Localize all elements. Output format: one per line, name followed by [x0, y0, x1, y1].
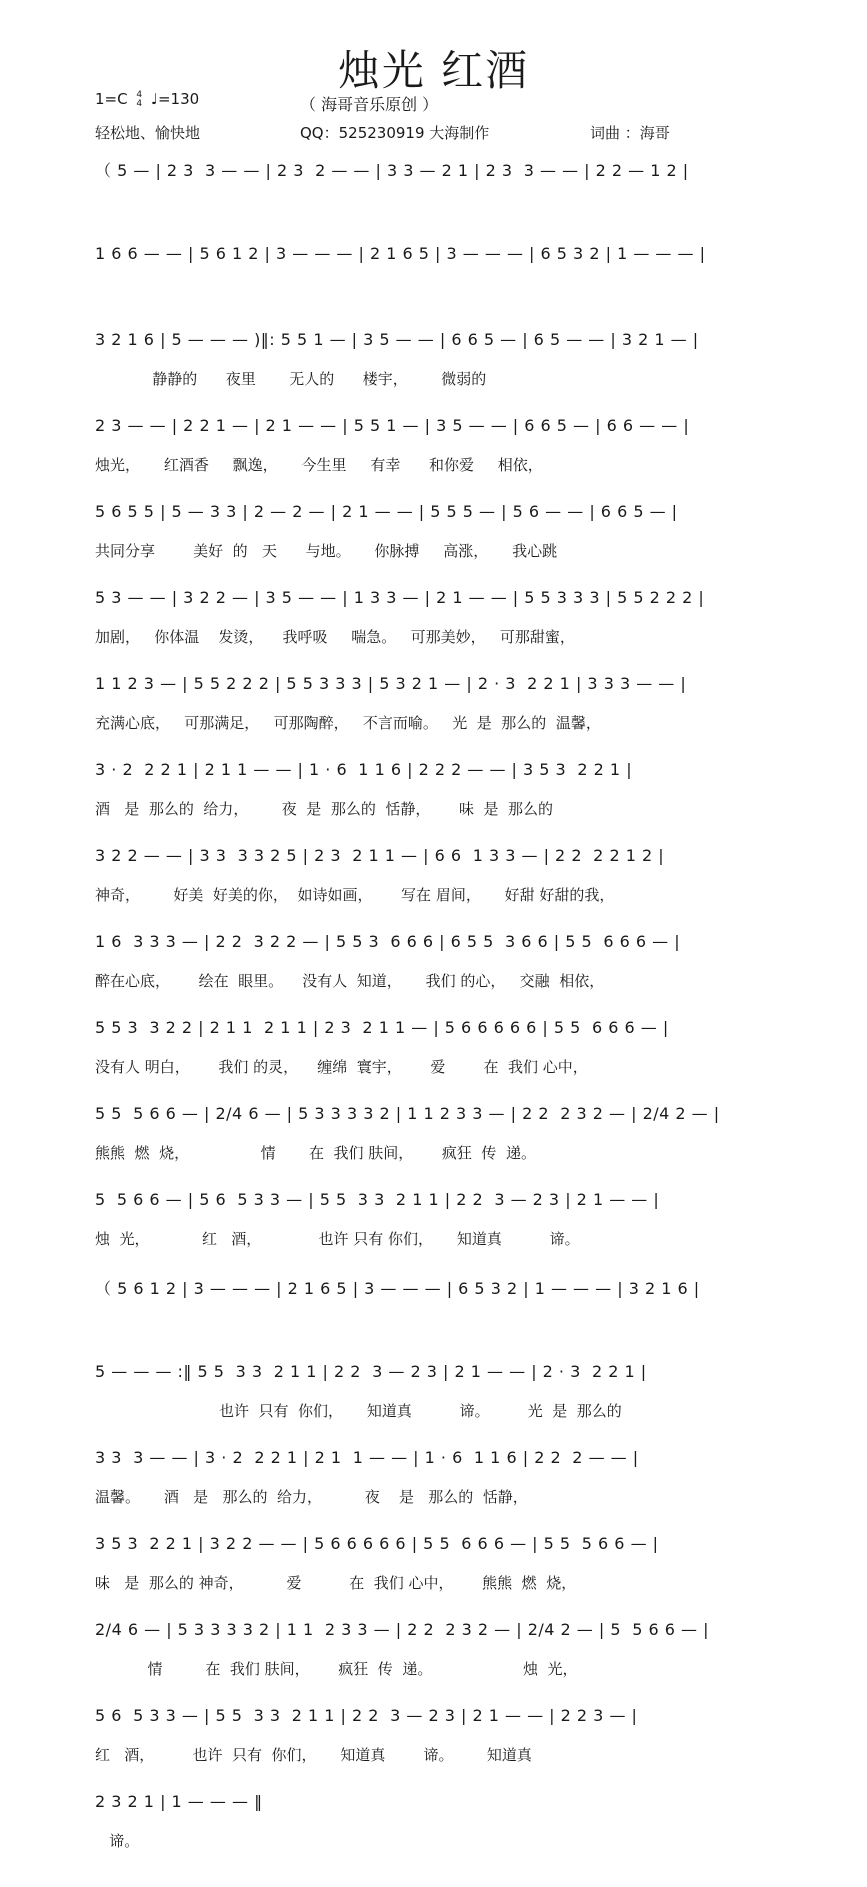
- time-sig-top: 4: [136, 89, 143, 100]
- lyric-line: 醉在心底， 绘在 眼里。 没有人 知道， 我们 的心， 交融 相依，: [95, 972, 605, 990]
- notation-line: 5 3 — — | 3 2 2 — | 3 5 — — | 1 3 3 — | 2 1 — — | 5 5 3 3 3 | 5 5 2 2 2 |: [95, 588, 705, 607]
- key-label: 1=C: [95, 90, 128, 108]
- lyric-line: 没有人 明白， 我们 的灵， 缠绵 寰宇， 爱 在 我们 心中，: [95, 1058, 588, 1076]
- lyric-line: 烛光， 红酒香 飘逸， 今生里 有幸 和你爱 相依，: [95, 456, 543, 474]
- notation-line: 5 — — — :‖ 5 5 3 3 2 1 1 | 2 2 3 — 2 3 | 2 1 — — | 2 · 3 2 2 1 |: [95, 1362, 647, 1381]
- lyric-line: 静静的 夜里 无人的 楼宇， 微弱的: [95, 370, 487, 388]
- lyric-line: 充满心底， 可那满足， 可那陶醉， 不言而喻。 光 是 那么的 温馨，: [95, 714, 601, 732]
- lyric-line: 烛 光， 红 酒， 也许 只有 你们， 知道真 谛。: [95, 1230, 580, 1248]
- time-signature: [136, 91, 142, 109]
- lyric-line: 加剧， 你体温 发烫， 我呼吸 喘急。 可那美妙， 可那甜蜜，: [95, 628, 575, 646]
- lyric-line: 酒 是 那么的 给力， 夜 是 那么的 恬静， 味 是 那么的: [95, 800, 554, 818]
- notation-line: 2/4 6 — | 5 3 3 3 3 2 | 1 1 2 3 3 — | 2 2 2 3 2 — | 2/4 2 — | 5 5 6 6 — |: [95, 1620, 709, 1639]
- lyric-line: 共同分享 美好 的 天 与地。 你脉搏 高涨， 我心跳: [95, 542, 558, 560]
- notation-line: 5 6 5 3 3 — | 5 5 3 3 2 1 1 | 2 2 3 — 2 3 | 2 1 — — | 2 2 3 — |: [95, 1706, 638, 1725]
- lyric-line: 谛。: [95, 1832, 140, 1850]
- lyric-line: 神奇， 好美 好美的你， 如诗如画， 写在 眉间， 好甜 好甜的我，: [95, 886, 615, 904]
- lyric-line: 味 是 那么的 神奇， 爱 在 我们 心中， 熊熊 燃 烧，: [95, 1574, 577, 1592]
- song-title: 烛光 红酒: [337, 46, 530, 95]
- lyric-line: 熊熊 燃 烧， 情 在 我们 肤间， 疯狂 传 递。: [95, 1144, 536, 1162]
- notation-line: 5 5 5 6 6 — | 2/4 6 — | 5 3 3 3 3 2 | 1 1 2 3 3 — | 2 2 2 3 2 — | 2/4 2 — |: [95, 1104, 720, 1123]
- notation-line: 5 5 6 6 — | 5 6 5 3 3 — | 5 5 3 3 2 1 1 | 2 2 3 — 2 3 | 2 1 — — |: [95, 1190, 660, 1209]
- notation-line: 1 1 2 3 — | 5 5 2 2 2 | 5 5 3 3 3 | 5 3 2 1 — | 2 · 3 2 2 1 | 3 3 3 — — |: [95, 674, 687, 693]
- notation-line: 5 6 5 5 | 5 — 3 3 | 2 — 2 — | 2 1 — — | 5 5 5 — | 5 6 — — | 6 6 5 — |: [95, 502, 678, 521]
- credits: 词曲 ：海哥: [590, 124, 670, 142]
- notation-line: 1 6 6 — — | 5 6 1 2 | 3 — — — | 2 1 6 5 | 3 — — — | 6 5 3 2 | 1 — — — |: [95, 244, 706, 263]
- performance-style: 轻松地、愉快地: [95, 124, 201, 142]
- lyric-line: 红 酒， 也许 只有 你们， 知道真 谛。 知道真: [95, 1746, 532, 1764]
- lyric-line: 也许 只有 你们， 知道真 谛。 光 是 那么的: [95, 1402, 622, 1420]
- contact-info: QQ：525230919 大海制作: [300, 124, 490, 142]
- notation-line: 3 5 3 2 2 1 | 3 2 2 — — | 5 6 6 6 6 6 | 5 5 6 6 6 — | 5 5 5 6 6 — |: [95, 1534, 659, 1553]
- notation-line: 3 3 3 — — | 3 · 2 2 2 1 | 2 1 1 — — | 1 · 6 1 1 6 | 2 2 2 — — |: [95, 1448, 639, 1467]
- notation-line: （ 5 — | 2 3 3 — — | 2 3 2 — — | 3 3 — 2 1 | 2 3 3 — — | 2 2 — 1 2 |: [95, 161, 689, 180]
- notation-line: 3 2 1 6 | 5 — — — )‖: 5 5 1 — | 3 5 — — | 6 6 5 — | 6 5 — — | 3 2 1 — |: [95, 330, 699, 349]
- lyric-line: 情 在 我们 肤间， 疯狂 传 递。 烛 光，: [95, 1660, 578, 1678]
- key-signature: [95, 90, 199, 109]
- notation-line: 3 2 2 — — | 3 3 3 3 2 5 | 2 3 2 1 1 — | 6 6 1 3 3 — | 2 2 2 2 1 2 |: [95, 846, 665, 865]
- notation-line: （ 5 6 1 2 | 3 — — — | 2 1 6 5 | 3 — — — | 6 5 3 2 | 1 — — — | 3 2 1 6 |: [95, 1279, 700, 1298]
- lyric-line: 温馨。 酒 是 那么的 给力， 夜 是 那么的 恬静，: [95, 1488, 528, 1506]
- notation-line: 2 3 2 1 | 1 — — — ‖: [95, 1792, 263, 1811]
- notation-line: 2 3 — — | 2 2 1 — | 2 1 — — | 5 5 1 — | 3 5 — — | 6 6 5 — | 6 6 — — |: [95, 416, 690, 435]
- notation-line: 5 5 3 3 2 2 | 2 1 1 2 1 1 | 2 3 2 1 1 — | 5 6 6 6 6 6 | 5 5 6 6 6 — |: [95, 1018, 669, 1037]
- time-sig-bottom: 4: [136, 98, 143, 109]
- subtitle: （ 海哥音乐原创 ）: [300, 95, 439, 114]
- notation-line: 3 · 2 2 2 1 | 2 1 1 — — | 1 · 6 1 1 6 | 2 2 2 — — | 3 5 3 2 2 1 |: [95, 760, 633, 779]
- tempo-marking: ♩=130: [150, 90, 200, 108]
- notation-line: 1 6 3 3 3 — | 2 2 3 2 2 — | 5 5 3 6 6 6 | 6 5 5 3 6 6 | 5 5 6 6 6 — |: [95, 932, 681, 951]
